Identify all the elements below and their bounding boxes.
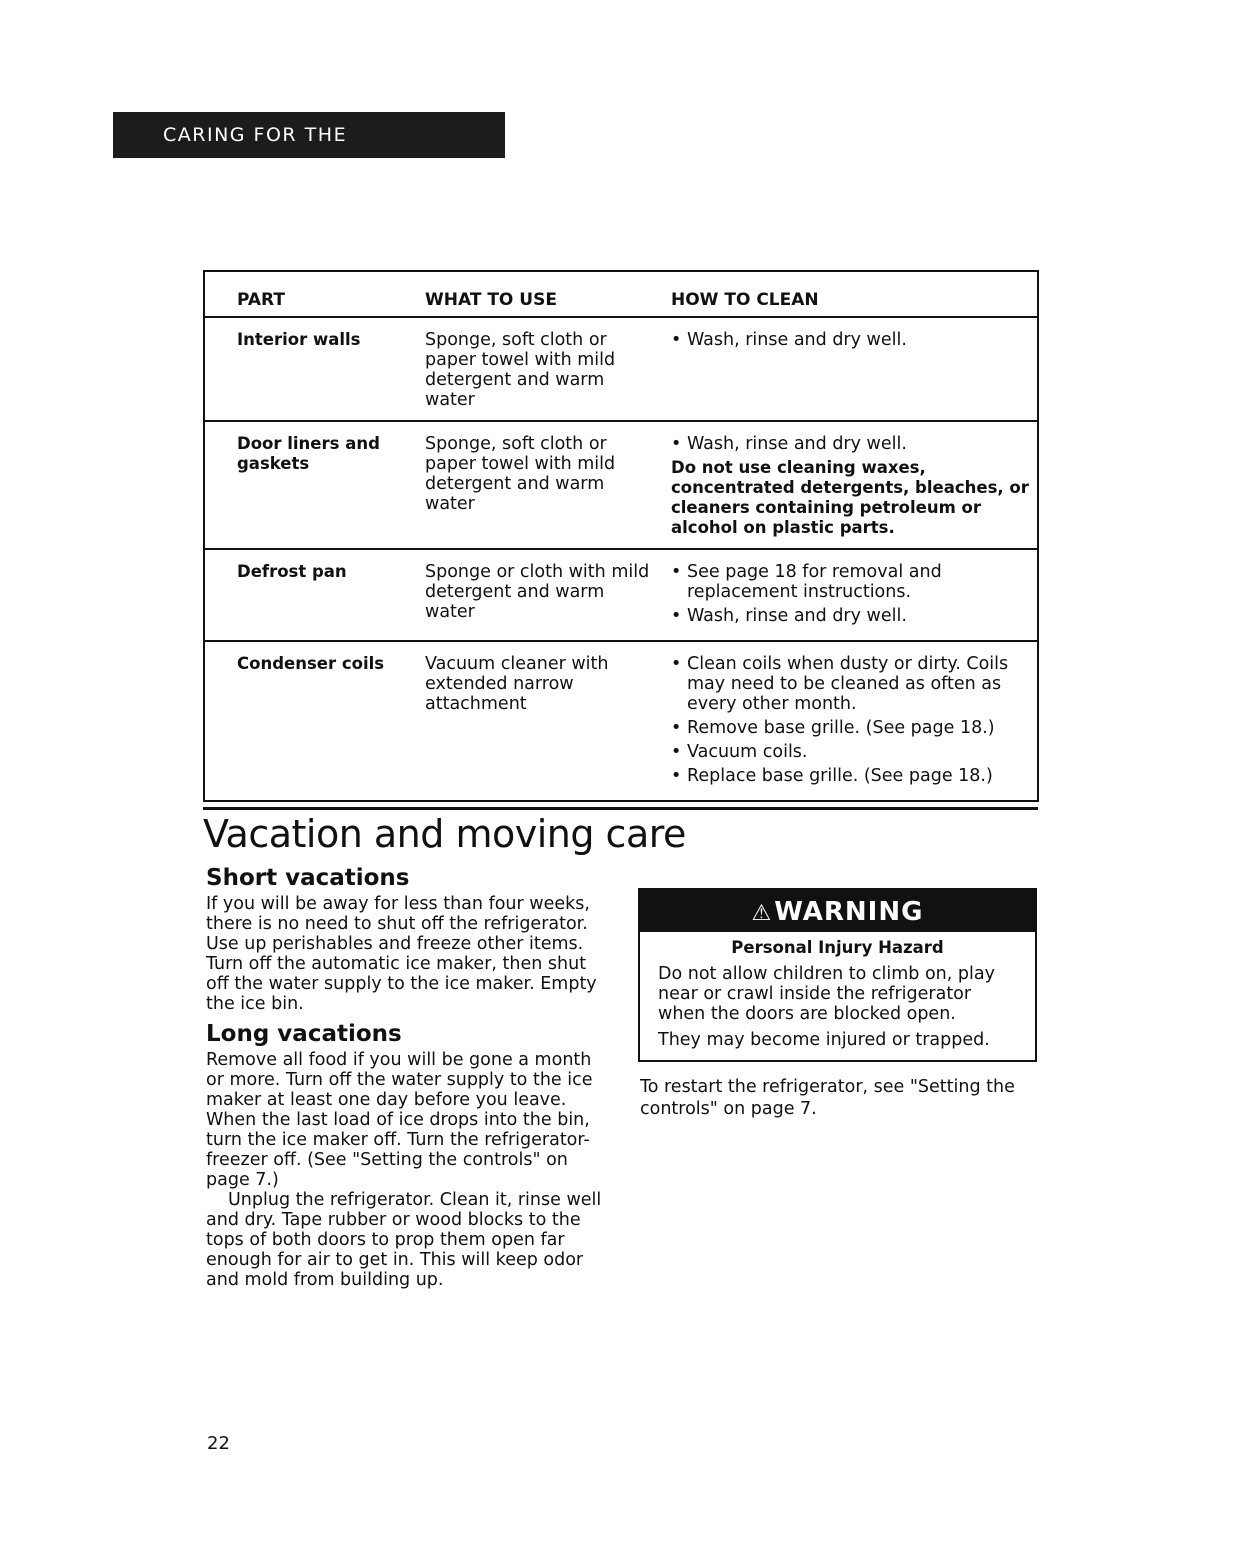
how-step: • Wash, rinse and dry well. [671, 606, 1029, 626]
warning-triangle-icon: ⚠ [751, 901, 773, 926]
how-to-clean [663, 549, 1038, 641]
what-to-use: Sponge, soft cloth or paper towel with mild detergent and warm water [417, 317, 663, 421]
header-part: PART [204, 271, 417, 317]
cleaning-warning: Do not use cleaning waxes, concentrated detergents, bleaches, or cleaners containing petroleum or alcohol on plastic parts. [671, 458, 1029, 537]
table-row [204, 421, 1038, 549]
warning-subtitle: Personal Injury Hazard [731, 938, 944, 957]
table-row [204, 641, 1038, 801]
how-step: • See page 18 for removal and replacement instructions. [671, 562, 1029, 602]
how-to-clean [663, 421, 1038, 549]
section-divider [203, 807, 1038, 810]
how-to-clean [663, 641, 1038, 801]
vacation-text-column [206, 865, 606, 1300]
table-row [204, 317, 1038, 421]
long-vacations-heading: Long vacations [206, 1021, 402, 1047]
section-title: Vacation and moving care [203, 812, 686, 856]
how-step: • Remove base grille. (See page 18.) [671, 718, 1029, 738]
header-what-to-use: WHAT TO USE [417, 271, 663, 317]
short-vacations-heading: Short vacations [206, 865, 410, 891]
header-how-to-clean: HOW TO CLEAN [663, 271, 1038, 317]
warning-title: WARNING [774, 897, 924, 927]
what-to-use: Sponge or cloth with mild detergent and warm water [417, 549, 663, 641]
what-to-use: Sponge, soft cloth or paper towel with mild detergent and warm water [417, 421, 663, 549]
warning-box [638, 888, 1037, 1062]
restart-note: To restart the refrigerator, see "Setting the controls" on page 7. [640, 1077, 1015, 1119]
table-header-row [204, 271, 1038, 317]
how-step: • Replace base grille. (See page 18.) [671, 766, 1029, 786]
how-step: • Vacuum coils. [671, 742, 1029, 762]
how-step: • Wash, rinse and dry well. [671, 434, 1029, 454]
how-step: • Wash, rinse and dry well. [671, 330, 1029, 350]
page-number: 22 [207, 1433, 230, 1454]
part-name: Defrost pan [204, 549, 417, 641]
section-banner: CARING FOR THE REFRIGERATOR [113, 112, 505, 158]
long-vacations-body-2: Unplug the refrigerator. Clean it, rinse well and dry. Tape rubber or wood blocks to the tops of both doors to prop them open far enough for air to get in. This will keep odor and mold from building up. [206, 1190, 602, 1290]
long-vacations-body: Remove all food if you will be gone a month or more. Turn off the water supply to the ice maker at least one day before you leave. When the last load of ice drops into the bin, turn the ice maker off. Turn the refrigerator-freezer off. (See "Setting the controls" on page 7.) [206, 1050, 593, 1190]
short-vacations-body: If you will be away for less than four weeks, there is no need to shut off the refrigerator. Use up perishables and freeze other items. Turn off the automatic ice maker, then shut off the water supply to the ice maker. Empty the ice bin. [206, 894, 597, 1014]
how-to-clean [663, 317, 1038, 421]
cleaning-table [203, 270, 1039, 802]
warning-header [640, 890, 1035, 932]
part-name: Interior walls [204, 317, 417, 421]
table-row [204, 549, 1038, 641]
warning-text-2: They may become injured or trapped. [658, 1030, 990, 1050]
part-name: Door liners and gaskets [204, 421, 417, 549]
what-to-use: Vacuum cleaner with extended narrow attachment [425, 654, 609, 714]
how-step: • Clean coils when dusty or dirty. Coils may need to be cleaned as often as every other month. [671, 654, 1029, 714]
warning-body [640, 932, 1035, 1050]
warning-text: Do not allow children to climb on, play near or crawl inside the refrigerator when the doors are blocked open. [658, 964, 995, 1024]
part-name: Condenser coils [237, 654, 385, 673]
